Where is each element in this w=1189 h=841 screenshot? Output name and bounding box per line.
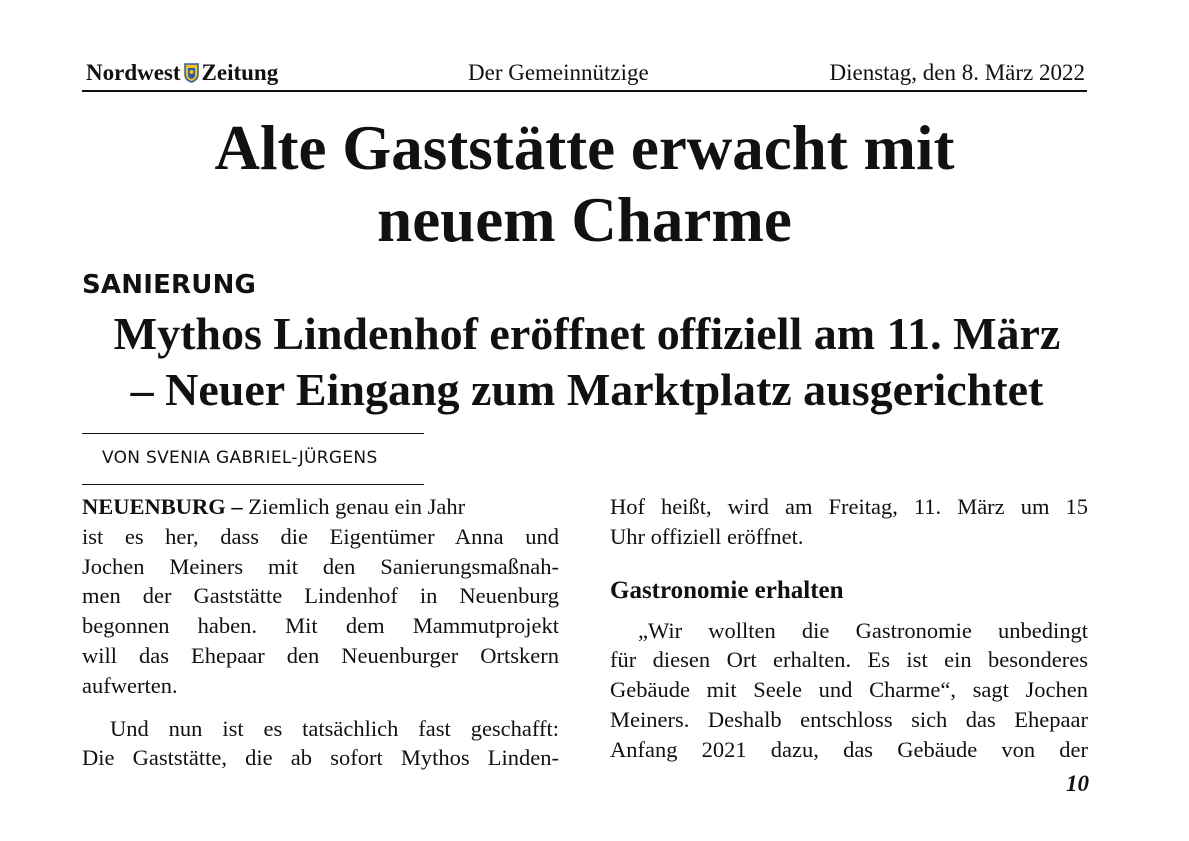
byline-text: VON SVENIA GABRIEL-JÜRGENS: [102, 448, 378, 468]
text-line: begonnen haben. Mit dem Mammutprojekt: [82, 613, 559, 639]
text-line: Uhr offiziell eröffnet.: [610, 523, 804, 549]
dateline: NEUENBURG –: [82, 494, 243, 519]
article-kicker: SANIERUNG: [82, 270, 257, 300]
text-line: für diesen Ort erhalten. Es ist ein besonderes: [610, 647, 1088, 673]
text-line: Meiners. Deshalb entschloss sich das Ehepaar: [610, 706, 1088, 732]
supplement-title: Der Gemeinnützige: [468, 60, 649, 85]
paragraph-1-lines: [248, 494, 465, 519]
masthead-logo: [86, 60, 278, 86]
section-heading: Gastronomie erhalten: [610, 576, 844, 604]
text-line: Und nun ist es tatsächlich fast geschafft:: [110, 715, 559, 741]
text-line: men der Gaststätte Lindenhof in Neuenburg: [82, 583, 559, 609]
masthead-right-text: Zeitung: [201, 60, 279, 85]
headline-line-1: Alte Gaststätte erwacht mit: [214, 113, 955, 183]
issue-date: Dienstag, den 8. März 2022: [829, 60, 1085, 85]
headline-line-2: neuem Charme: [377, 185, 792, 255]
coat-of-arms-icon: [184, 63, 199, 83]
paragraph-1: [82, 492, 559, 522]
article-subheadline: [82, 306, 1092, 418]
subhead-line-1: Mythos Lindenhof eröffnet offiziell am 11. März: [113, 308, 1061, 359]
masthead-left-text: Nordwest: [86, 60, 181, 85]
subhead-line-2: – Neuer Eingang zum Marktplatz ausgerichtet: [130, 364, 1044, 415]
paragraph-2: [82, 714, 559, 774]
text-line: Hof heißt, wird am Freitag, 11. März um 15: [610, 494, 1088, 519]
text-line: „Wir wollten die Gastronomie unbedingt: [638, 617, 1088, 643]
text-line: ist es her, dass die Eigentümer Anna und: [82, 523, 559, 549]
text-line: Gebäude mit Seele und Charme“, sagt Jochen: [610, 677, 1088, 703]
paragraph-4: [610, 616, 1088, 765]
text-line: Ziemlich genau ein Jahr: [248, 494, 466, 519]
paragraph-3: [610, 492, 1088, 552]
text-line: Anfang 2021 dazu, das Gebäude von der: [610, 736, 1088, 762]
text-line: will das Ehepaar den Neuenburger Ortskern: [82, 642, 559, 668]
byline: [82, 433, 424, 485]
text-line: Jochen Meiners mit den Sanierungsmaßnah-: [82, 553, 559, 579]
article-column-1: [82, 492, 559, 773]
article-headline: [82, 112, 1087, 256]
page-number: 10: [1066, 771, 1089, 796]
page-header: [82, 58, 1087, 92]
text-line: Die Gaststätte, die ab sofort Mythos Linden-: [82, 745, 559, 771]
paragraph-1-rest: [82, 522, 559, 701]
article-column-2: [610, 492, 1088, 765]
text-line: aufwerten.: [82, 672, 178, 698]
